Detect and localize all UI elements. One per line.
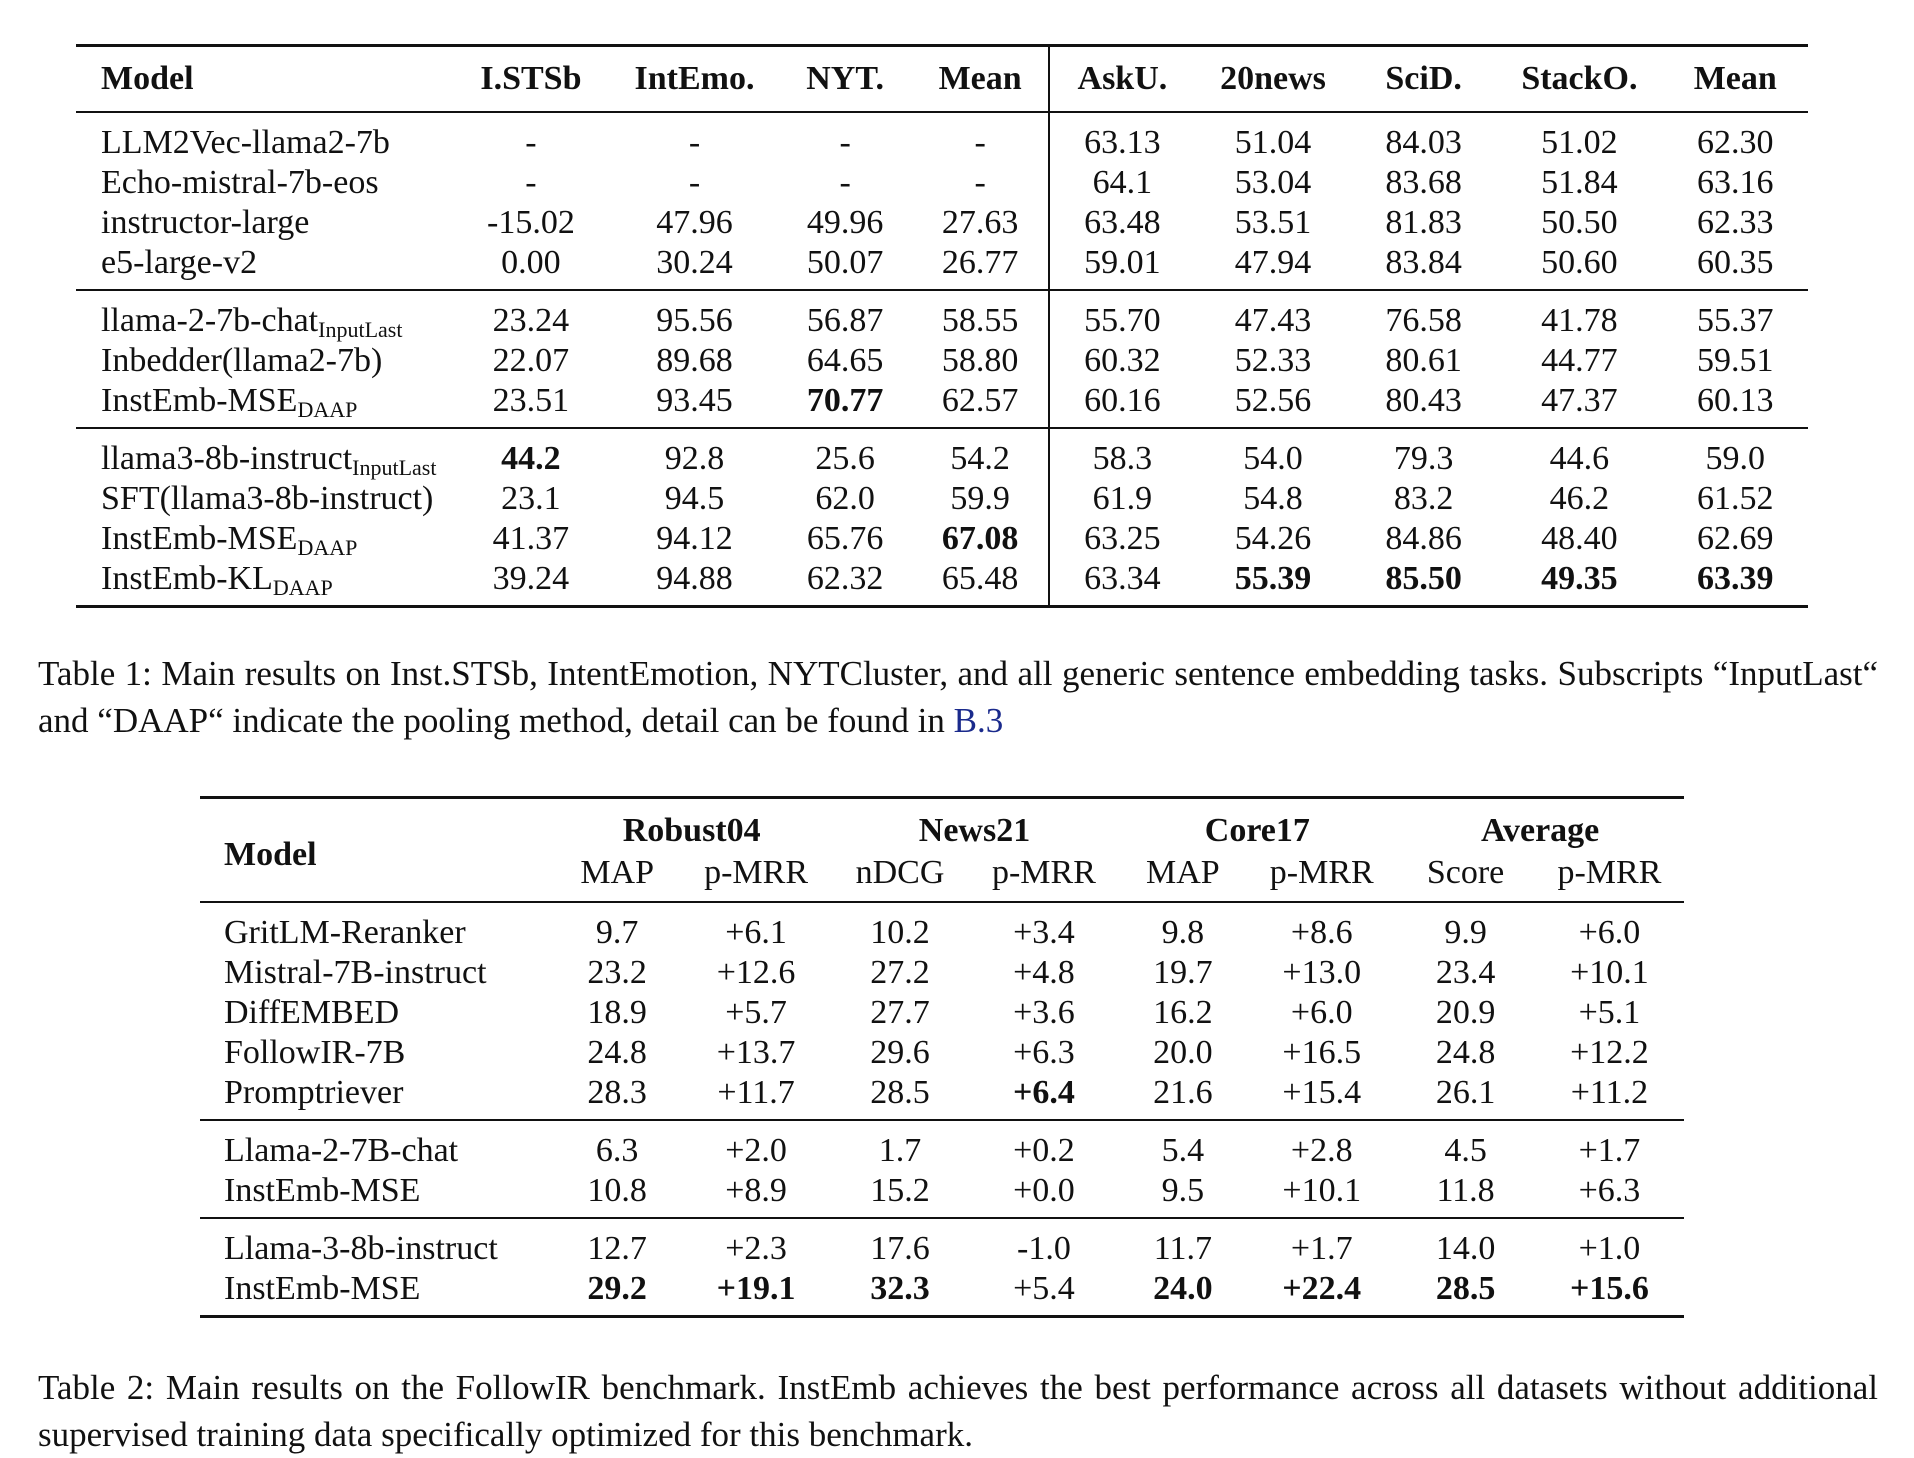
value-cell: +19.1 [716,1270,796,1307]
value-cell: 63.13 [1084,124,1161,161]
value-cell: 54.2 [913,428,1049,479]
table-1-body [76,112,1808,607]
value-cell: -1.0 [969,1218,1118,1269]
value-cell: 27.2 [870,954,930,991]
value-cell: +11.2 [1570,1074,1649,1111]
value-cell: 23.1 [501,480,561,517]
header-group-news21: News21 [918,812,1031,849]
value-cell: +5.7 [725,994,787,1031]
value-cell: 22.07 [492,342,570,379]
value-cell: 60.16 [1084,382,1161,419]
model-name-cell [76,290,450,341]
model-name: InstEmb-MSE [224,1172,421,1209]
value-cell: 63.16 [1697,164,1774,201]
value-cell: 47.37 [1541,382,1618,419]
value-cell: +6.4 [1013,1074,1075,1111]
subheader-core17-map: MAP [1118,853,1247,902]
table-1-header-row [76,46,1808,113]
value-cell: -15.02 [487,204,575,241]
header-scid: SciD. [1351,46,1496,113]
value-cell: 62.57 [913,381,1049,428]
subheader-average-score: Score [1396,853,1535,902]
value-cell: 85.50 [1385,560,1462,597]
value-cell: 49.96 [806,204,884,241]
value-cell: 10.8 [587,1172,647,1209]
value-cell: - [688,124,701,161]
value-cell: 28.5 [870,1074,930,1111]
value-cell: +2.3 [682,1218,831,1269]
value-cell: 55.70 [1049,290,1195,341]
table-2-body [200,902,1684,1317]
value-cell: 0.00 [501,244,561,281]
value-cell: 23.24 [450,290,611,341]
value-cell: 58.55 [913,290,1049,341]
model-name-cell [76,341,450,381]
model-name: llama3-8b-instruct [101,440,353,477]
header-model: Model [76,46,450,113]
pooling-subscript: DAAP [297,535,358,560]
value-cell: 44.6 [1496,428,1662,479]
header-group-average: Average [1480,812,1600,849]
value-cell: +8.6 [1290,914,1353,951]
value-cell: 29.6 [870,1034,930,1071]
value-cell: 17.6 [831,1218,970,1269]
subheader-core17-pmrr: p-MRR [1247,853,1396,902]
model-name: e5-large-v2 [101,244,258,281]
value-cell: 54.26 [1234,520,1312,557]
table-1 [76,44,1808,608]
value-cell: 56.87 [778,290,913,341]
value-cell: 1.7 [831,1120,970,1171]
value-cell: 80.61 [1385,342,1462,379]
model-name: SFT(llama3-8b-instruct) [101,480,434,517]
value-cell: +6.0 [1578,914,1641,951]
model-name: instructor-large [101,204,310,241]
value-cell: 52.56 [1234,382,1312,419]
subheader-robust04-pmrr: p-MRR [682,853,831,902]
value-cell: 25.6 [778,428,913,479]
table-row [76,559,1808,607]
value-cell: 28.5 [1435,1270,1496,1307]
value-cell: 93.45 [656,382,733,419]
value-cell: +2.8 [1247,1120,1396,1171]
value-cell: +8.9 [725,1172,787,1209]
subheader-news21-pmrr: p-MRR [969,853,1118,902]
value-cell: 18.9 [587,994,647,1031]
model-name: Llama-3-8b-instruct [200,1218,553,1269]
header-mean-1: Mean [913,46,1049,113]
value-cell: 58.80 [913,341,1049,381]
value-cell: +11.7 [717,1074,795,1111]
value-cell: 62.33 [1697,204,1774,241]
subheader-news21-ndcg: nDCG [831,853,970,902]
value-cell: 9.7 [595,914,639,951]
model-name-cell [76,479,450,519]
value-cell: 16.2 [1153,994,1213,1031]
value-cell: 39.24 [492,560,570,597]
table-2-caption-prefix: Table 2: [38,1368,155,1407]
value-cell: +2.0 [682,1120,831,1171]
value-cell: 24.8 [587,1034,647,1071]
model-name: Inbedder(llama2-7b) [101,342,383,379]
value-cell: 11.8 [1436,1172,1495,1209]
value-cell: 26.77 [913,243,1049,290]
model-name: LLM2Vec-llama2-7b [101,124,390,161]
value-cell: +22.4 [1282,1270,1362,1307]
model-name: llama-2-7b-chat [101,302,319,339]
value-cell: +5.4 [1013,1270,1075,1307]
value-cell: 49.35 [1541,560,1618,597]
value-cell: 65.76 [806,520,884,557]
value-cell: 54.8 [1243,480,1303,517]
model-name: Echo-mistral-7b-eos [101,164,379,201]
value-cell: +0.0 [1013,1172,1075,1209]
table-row [76,290,1808,341]
table-row [200,993,1684,1033]
value-cell: +12.6 [716,954,796,991]
value-cell: 59.01 [1084,244,1161,281]
value-cell: 41.78 [1496,290,1662,341]
model-name-cell [76,428,450,479]
table-row [76,243,1808,290]
value-cell: 59.51 [1697,342,1774,379]
table-2-caption-text: Main results on the FollowIR benchmark. InstEmb achieves the best performance across all datasets without additional supervised training data specifically optimized for this benchmark. [38,1368,1879,1454]
value-cell: 26.1 [1435,1074,1496,1111]
table-row [200,902,1684,953]
table-row [200,953,1684,993]
value-cell: 64.1 [1092,164,1153,201]
model-name: Promptriever [224,1074,404,1111]
table-row [76,112,1808,163]
table-row [76,428,1808,479]
value-cell: +13.0 [1282,954,1362,991]
table-row [200,1073,1684,1120]
table-row [76,163,1808,203]
value-cell: 15.2 [870,1172,930,1209]
table-row [200,1269,1684,1317]
value-cell: 61.52 [1697,480,1774,517]
value-cell: 51.84 [1541,164,1618,201]
value-cell: 24.8 [1435,1034,1496,1071]
value-cell: +15.6 [1570,1270,1649,1307]
model-name-cell [76,243,450,290]
table-2-group-header-row [200,798,1684,854]
value-cell: +10.1 [1570,954,1649,991]
model-name: GritLM-Reranker [224,914,466,951]
value-cell: 55.39 [1234,560,1312,597]
model-name: Mistral-7B-instruct [224,954,487,991]
value-cell: - [688,164,701,201]
pooling-subscript: DAAP [297,397,358,422]
model-name: InstEmb-MSE [101,520,298,557]
header-nyt: NYT. [778,46,913,113]
model-name: FollowIR-7B [224,1034,406,1071]
value-cell: 61.9 [1092,480,1153,517]
header-istsb: I.STSb [450,46,611,113]
value-cell: 67.08 [913,519,1049,559]
model-name: Llama-2-7B-chat [200,1120,553,1171]
value-cell: 50.50 [1541,204,1618,241]
value-cell: 24.0 [1153,1270,1213,1307]
value-cell: +10.1 [1282,1172,1362,1209]
model-name-cell [76,112,450,163]
value-cell: 62.32 [806,560,884,597]
value-cell: 4.5 [1396,1120,1535,1171]
header-group-core17: Core17 [1204,812,1310,849]
value-cell: 62.0 [815,480,875,517]
table-row [200,1033,1684,1073]
value-cell: 47.43 [1195,290,1351,341]
value-cell: +6.1 [725,914,787,951]
value-cell: - [839,124,851,161]
value-cell: 47.96 [656,204,733,241]
model-name-cell [76,519,450,559]
value-cell: 9.5 [1161,1172,1205,1209]
value-cell: 47.94 [1234,244,1312,281]
value-cell: 20.9 [1435,994,1496,1031]
value-cell: 54.0 [1195,428,1351,479]
table-1-caption-prefix: Table 1: [38,654,152,693]
value-cell: +4.8 [1013,954,1075,991]
value-cell: 23.2 [587,954,647,991]
value-cell: 62.30 [1697,124,1774,161]
value-cell: +15.4 [1282,1074,1362,1111]
value-cell: 83.68 [1385,164,1462,201]
table-1-caption [38,650,1878,744]
value-cell: 44.77 [1541,342,1618,379]
value-cell: 83.84 [1385,244,1462,281]
header-mean-2: Mean [1663,46,1808,113]
value-cell: 55.37 [1663,290,1808,341]
value-cell: - [839,164,851,201]
value-cell: 51.02 [1541,124,1618,161]
value-cell: +1.7 [1535,1120,1684,1171]
value-cell: 30.24 [656,244,733,281]
value-cell: 51.04 [1234,124,1312,161]
table-row [76,479,1808,519]
table-row [76,341,1808,381]
value-cell: 94.5 [664,480,725,517]
model-name-cell [76,203,450,243]
value-cell: 63.39 [1697,560,1774,597]
value-cell: 23.51 [492,382,570,419]
header-asku: AskU. [1049,46,1195,113]
value-cell: 53.51 [1234,204,1312,241]
value-cell: 63.48 [1084,204,1161,241]
pooling-subscript: DAAP [272,575,333,600]
header-20news: 20news [1195,46,1351,113]
value-cell: 27.63 [913,203,1049,243]
value-cell: +6.3 [1578,1172,1641,1209]
value-cell: 65.48 [913,559,1049,607]
value-cell: 94.12 [656,520,733,557]
model-name-cell [76,559,450,607]
model-name: InstEmb-MSE [101,382,298,419]
value-cell: 63.34 [1084,560,1161,597]
section-link-b3[interactable]: B.3 [953,701,1004,740]
value-cell: 59.0 [1663,428,1808,479]
value-cell: 46.2 [1549,480,1610,517]
value-cell: 29.2 [587,1270,647,1307]
table-row [76,381,1808,428]
value-cell: 79.3 [1351,428,1496,479]
value-cell: +16.5 [1282,1034,1362,1071]
value-cell: 48.40 [1541,520,1618,557]
value-cell: 95.56 [611,290,777,341]
value-cell: 23.4 [1435,954,1496,991]
value-cell: 12.7 [553,1218,682,1269]
value-cell: 28.3 [587,1074,647,1111]
table-row [200,1171,1684,1218]
subheader-robust04-map: MAP [553,853,682,902]
value-cell: 84.86 [1385,520,1462,557]
value-cell: +13.7 [716,1034,796,1071]
value-cell: 84.03 [1385,124,1462,161]
table-1-caption-text: Main results on Inst.STSb, IntentEmotion, NYTCluster, and all generic sentence embedding tasks. Subscripts “InputLast“ and “DAAP“ indicate the pooling method, detail can be found in [38,654,1879,740]
value-cell: +1.0 [1535,1218,1684,1269]
value-cell: 94.88 [656,560,733,597]
model-name: InstEmb-MSE [224,1270,421,1307]
value-cell: 62.69 [1697,520,1774,557]
value-cell: 44.2 [450,428,611,479]
value-cell: 9.9 [1444,914,1487,951]
value-cell: 81.83 [1385,204,1462,241]
value-cell: 70.77 [806,382,884,419]
value-cell: 83.2 [1393,480,1454,517]
value-cell: 60.32 [1084,342,1161,379]
value-cell: +3.6 [1013,994,1075,1031]
table-row [76,203,1808,243]
value-cell: 5.4 [1118,1120,1247,1171]
value-cell: 53.04 [1234,164,1312,201]
model-name: InstEmb-KL [101,560,273,597]
value-cell: 11.7 [1118,1218,1247,1269]
value-cell: 59.9 [913,479,1049,519]
value-cell: 14.0 [1396,1218,1535,1269]
model-name: DiffEMBED [224,994,400,1031]
value-cell: 58.3 [1049,428,1195,479]
value-cell: 6.3 [553,1120,682,1171]
value-cell: 41.37 [492,520,570,557]
value-cell: - [525,124,537,161]
value-cell: 19.7 [1153,954,1213,991]
value-cell: 50.60 [1541,244,1618,281]
value-cell: - [913,163,1049,203]
value-cell: 50.07 [806,244,884,281]
value-cell: 32.3 [870,1270,930,1307]
model-name-cell [76,163,450,203]
value-cell: 20.0 [1153,1034,1213,1071]
value-cell: - [913,112,1049,163]
header-model: Model [200,798,553,903]
value-cell: 89.68 [656,342,733,379]
table-2-caption [38,1364,1878,1458]
value-cell: 60.13 [1697,382,1774,419]
pooling-subscript: InputLast [352,455,437,480]
table-row [76,519,1808,559]
value-cell: 80.43 [1385,382,1462,419]
value-cell: +12.2 [1570,1034,1649,1071]
value-cell: - [525,164,537,201]
value-cell: +6.0 [1290,994,1353,1031]
header-group-robust04: Robust04 [622,812,761,849]
value-cell: 64.65 [806,342,884,379]
value-cell: 76.58 [1351,290,1496,341]
header-stacko: StackO. [1496,46,1662,113]
value-cell: 10.2 [870,914,930,951]
table-row [200,1120,1684,1171]
value-cell: +3.4 [1013,914,1075,951]
model-name-cell [76,381,450,428]
table-2 [200,796,1684,1318]
value-cell: +0.2 [969,1120,1118,1171]
value-cell: +1.7 [1247,1218,1396,1269]
subheader-average-pmrr: p-MRR [1535,853,1684,902]
value-cell: 60.35 [1697,244,1774,281]
table-row [200,1218,1684,1269]
value-cell: 21.6 [1153,1074,1213,1111]
value-cell: 63.25 [1084,520,1161,557]
header-intemo: IntEmo. [611,46,777,113]
value-cell: 52.33 [1234,342,1312,379]
value-cell: 92.8 [611,428,777,479]
value-cell: 27.7 [870,994,930,1031]
value-cell: 9.8 [1161,914,1205,951]
pooling-subscript: InputLast [318,317,403,342]
value-cell: +6.3 [1013,1034,1075,1071]
value-cell: +5.1 [1578,994,1641,1031]
